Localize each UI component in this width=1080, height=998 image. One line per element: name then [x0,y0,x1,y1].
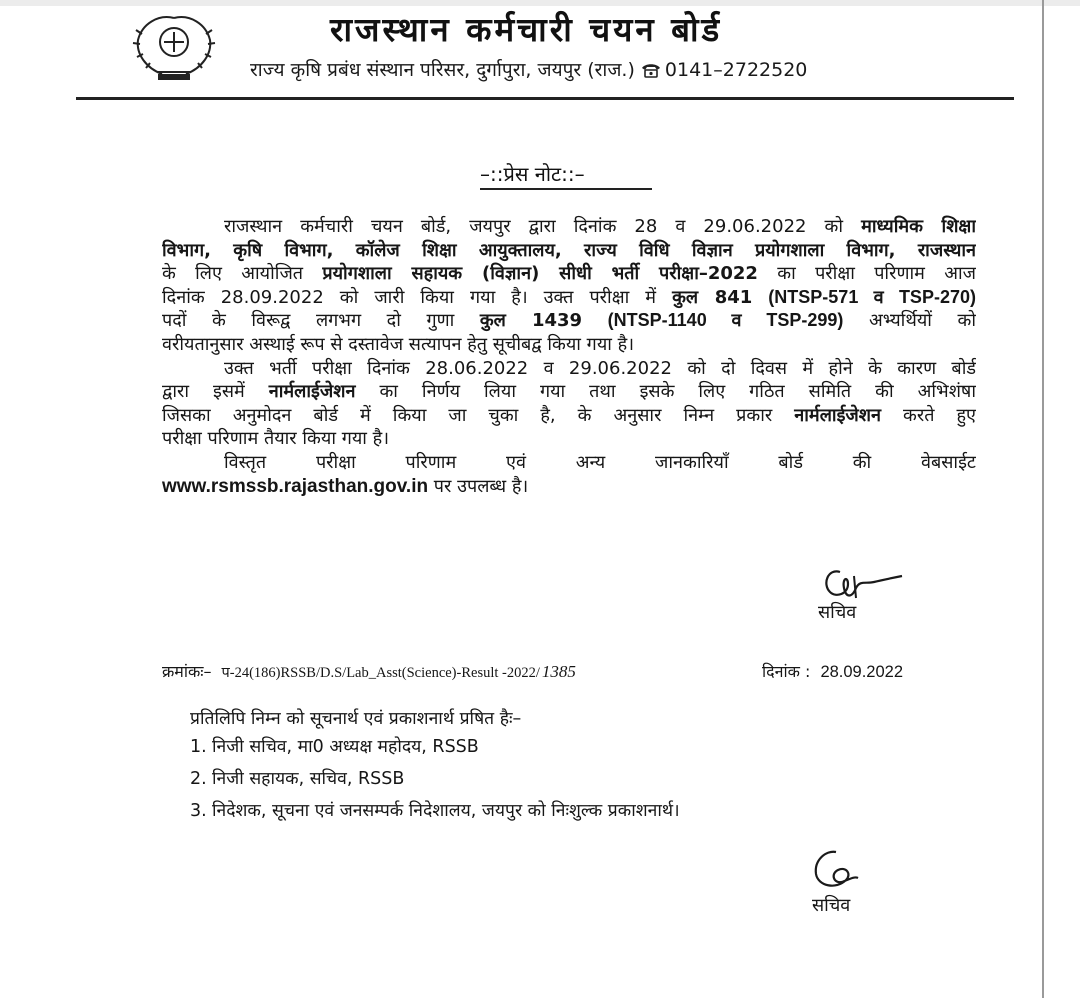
candidates-breakdown: (NTSP-1140 व TSP-299) [607,310,844,331]
press-note-body [162,215,976,498]
press-note-underline [480,188,652,190]
reference-row [162,660,942,682]
total-candidates: कुल 1439 [479,310,583,332]
normalization-term: नार्मलाईजेशन [794,404,881,426]
body-line: पदों के विरूद्व लगभग दो गुणा कुल 1439 (NTSP-1140 व TSP-299) अभ्यर्थियों को [162,310,976,332]
organization-address [250,56,807,82]
date-label: दिनांक : [762,662,811,681]
body-line: दिनांक 28.09.2022 को जारी किया गया है। उक्त परीक्षा में कुल 841 (NTSP-571 व TSP-270) [162,286,976,308]
press-note-title: –::प्रेस नोट::– [480,162,585,186]
body-line: विस्तृत परीक्षा परिणाम एवं अन्य जानकारियाँ बोर्ड की वेबसाईट [224,451,976,473]
department-names: माध्यमिक शिक्षा [861,216,976,237]
phone-number: 0141–2722520 [664,59,808,81]
copy-to-intro: प्रतिलिपि निम्न को सूचनार्थ एवं प्रकाशनार्थ प्रषित हैः– [190,709,522,729]
scan-page-edge [1042,0,1044,998]
body-line: द्वारा इसमें नार्मलाईजेशन का निर्णय लिया गया तथा इसके लिए गठित समिति की अभिशंषा [162,381,976,403]
body-line: उक्त भर्ती परीक्षा दिनांक 28.06.2022 व 29.06.2022 को दो दिवस में होने के कारण बोर्ड [224,357,976,379]
organization-name: राजस्थान कर्मचारी चयन बोर्ड [330,10,723,49]
reference-number: प-24(186)RSSB/D.S/Lab_Asst(Science)-Result -2022/ [221,665,540,681]
body-line: के लिए आयोजित प्रयोगशाला सहायक (विज्ञान) सीधी भर्ती परीक्षा–2022 का परीक्षा परिणाम आज [162,263,976,285]
reference-label: क्रमांकः– [162,662,212,681]
body-line: जिसका अनुमोदन बोर्ड में किया जा चुका है, के अनुसार निम्न प्रकार नार्मलाईजेशन करते हुए [162,404,976,426]
body-line: विभाग, कृषि विभाग, कॉलेज शिक्षा आयुक्तालय, राज्य विधि विज्ञान प्रयोगशाला विभाग, राजस्थान [162,239,976,261]
copy-to-list [190,737,680,833]
list-item: 1. निजी सचिव, मा0 अध्यक्ष महोदय, RSSB [190,737,479,757]
date-value: 28.09.2022 [820,663,904,681]
telephone-icon [641,62,661,78]
total-posts: कुल 841 [672,286,753,308]
header-divider [76,97,1014,100]
body-line: वरीयतानुसार अस्थाई रूप से दस्तावेज सत्यापन हेतु सूचीबद्व किया गया है। [162,333,635,355]
reference-handwritten-number: 1385 [541,662,576,681]
exam-name: प्रयोगशाला सहायक (विज्ञान) सीधी भर्ती परीक्षा–2022 [322,263,758,285]
list-item: 2. निजी सहायक, सचिव, RSSB [190,769,405,789]
website-link[interactable]: www.rsmssb.rajasthan.gov.in [162,475,429,497]
signature-mark [806,846,860,896]
address-text: राज्य कृषि प्रबंध संस्थान परिसर, दुर्गापुरा, जयपुर (राज.) [250,59,635,81]
body-line: www.rsmssb.rajasthan.gov.in पर उपलब्ध है। [162,475,529,497]
normalization-term: नार्मलाईजेशन [268,381,356,403]
posts-breakdown: (NTSP-571 व TSP-270) [768,286,976,307]
issue-date [762,660,903,682]
body-line: परीक्षा परिणाम तैयार किया गया है। [162,428,390,450]
body-line: राजस्थान कर्मचारी चयन बोर्ड, जयपुर द्वारा दिनांक 28 व 29.06.2022 को माध्यमिक शिक्षा [224,216,976,237]
list-item: 3. निदेशक, सूचना एवं जनसम्पर्क निदेशालय, जयपुर को निःशुल्क प्रकाशनार्थ। [190,801,680,821]
state-emblem [128,10,220,84]
signatory-title: सचिव [812,895,851,916]
signatory-title: सचिव [818,602,857,623]
